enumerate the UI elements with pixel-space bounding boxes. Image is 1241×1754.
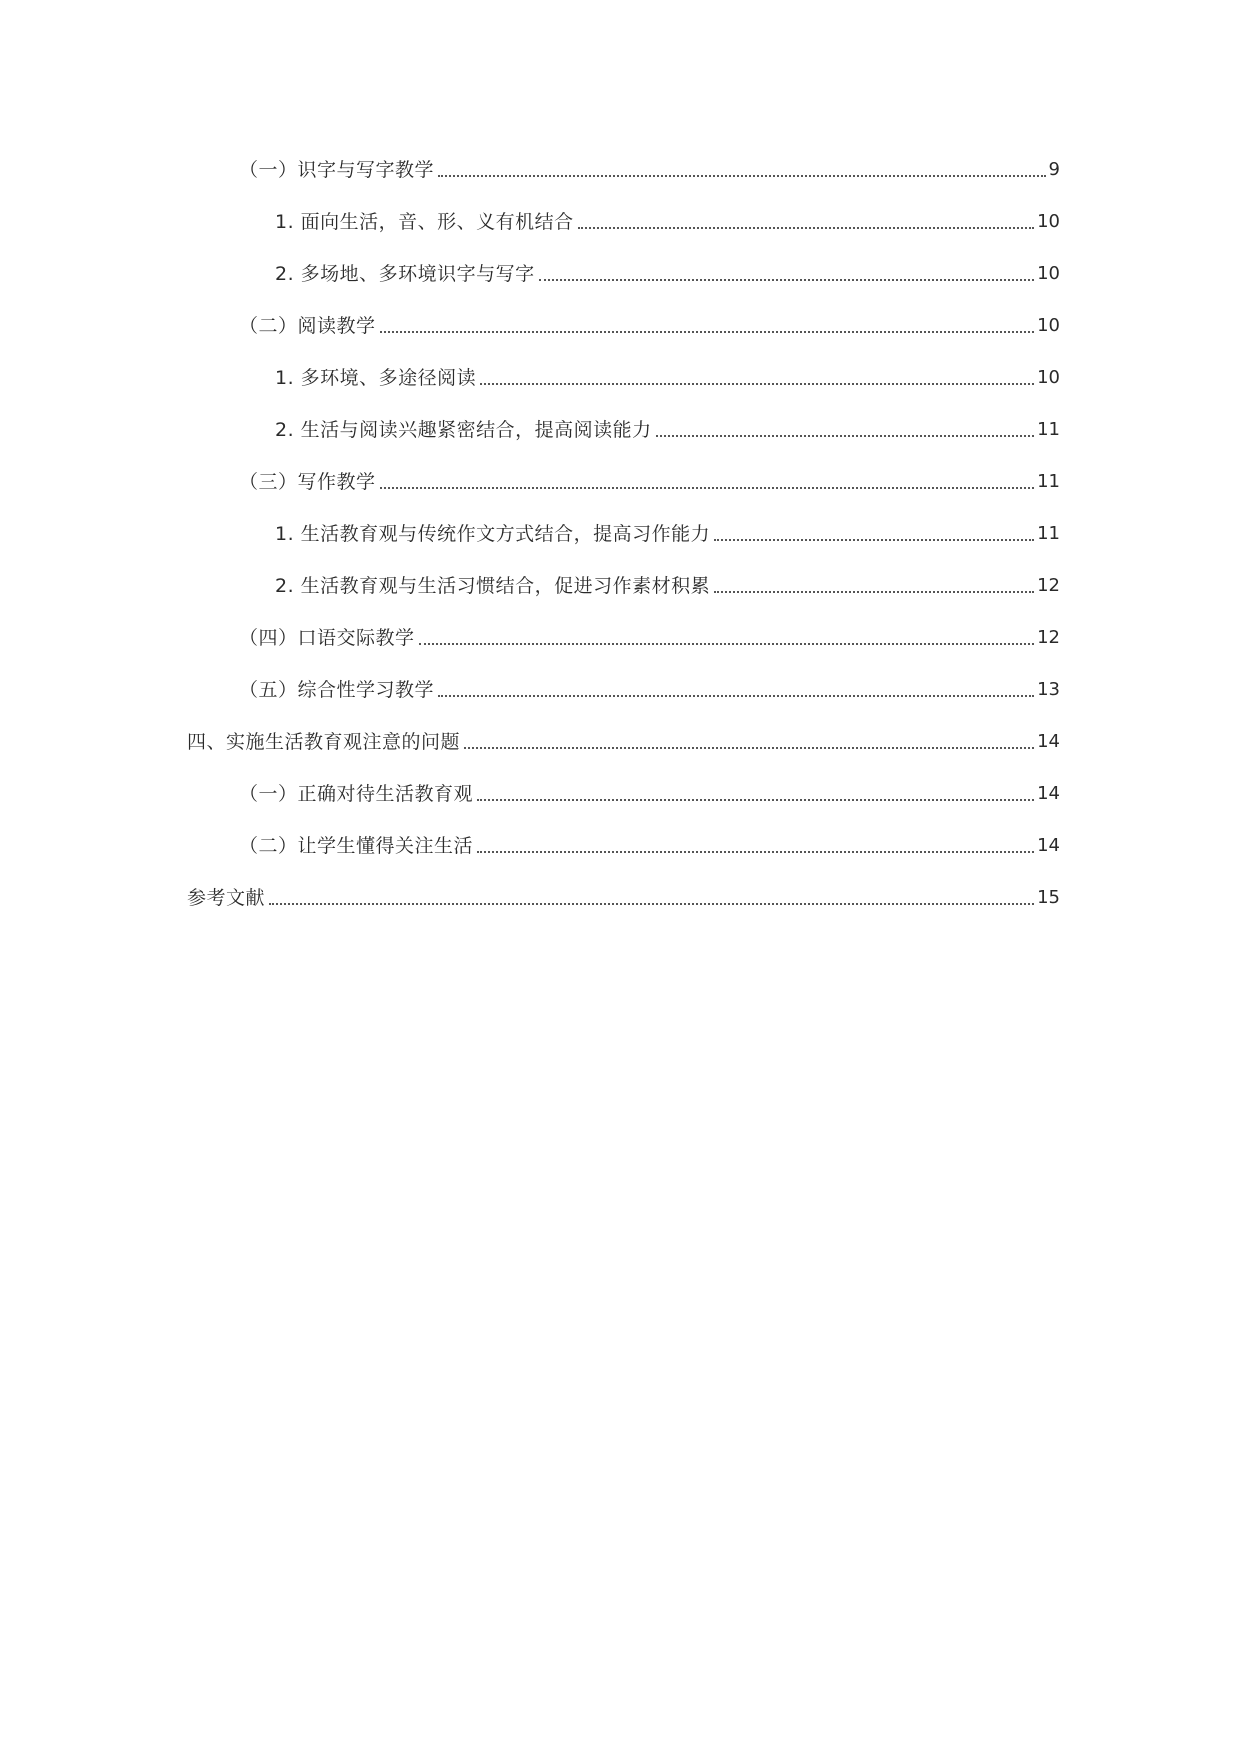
toc-page-number: 10 [1037,263,1060,284]
toc-link[interactable] [187,566,1060,598]
toc-entry-title: （三）写作教学 [239,471,376,493]
dot-leader [480,383,1034,385]
dot-leader [578,227,1034,229]
toc-entry-title: （二）让学生懂得关注生活 [239,835,474,857]
toc-entry [187,410,1060,462]
dot-leader [438,175,1046,177]
toc-entry [187,462,1060,514]
toc-page-number: 12 [1037,575,1060,596]
toc-link[interactable] [187,670,1060,702]
toc-link[interactable] [187,202,1060,234]
toc-entry-title: 1. 生活教育观与传统作文方式结合，提高习作能力 [275,523,711,545]
toc-entry-title: 2. 生活教育观与生活习惯结合，促进习作素材积累 [275,575,711,597]
toc-link[interactable] [187,774,1060,806]
toc-link[interactable] [187,306,1060,338]
toc-entry-title: （一）识字与写字教学 [239,159,435,181]
dot-leader [269,903,1034,905]
toc-page-number: 10 [1037,315,1060,336]
toc-page-number: 11 [1037,523,1060,544]
dot-leader [464,747,1034,749]
toc-page-number: 10 [1037,211,1060,232]
dot-leader [438,695,1034,697]
toc-page-number: 14 [1037,835,1060,856]
table-of-contents [187,150,1060,930]
toc-entry-title: （四）口语交际教学 [239,627,415,649]
toc-entry [187,774,1060,826]
toc-entry-title: 1. 多环境、多途径阅读 [275,367,477,389]
toc-page-number: 10 [1037,367,1060,388]
toc-entry [187,722,1060,774]
dot-leader [477,851,1034,853]
toc-page-number: 11 [1037,419,1060,440]
toc-link[interactable] [187,358,1060,390]
dot-leader [539,279,1034,281]
toc-entry-title: 参考文献 [187,887,266,909]
toc-entry [187,618,1060,670]
dot-leader [419,643,1035,645]
toc-page-number: 12 [1037,627,1060,648]
toc-link[interactable] [187,618,1060,650]
toc-entry [187,254,1060,306]
toc-entry-title: （一）正确对待生活教育观 [239,783,474,805]
toc-entry [187,202,1060,254]
dot-leader [714,539,1034,541]
toc-link[interactable] [187,254,1060,286]
toc-entry [187,358,1060,410]
toc-page-number: 11 [1037,471,1060,492]
toc-entry [187,826,1060,878]
toc-entry [187,878,1060,930]
toc-page-number: 15 [1037,887,1060,908]
toc-entry [187,306,1060,358]
toc-link[interactable] [187,826,1060,858]
toc-entry [187,670,1060,722]
toc-link[interactable] [187,878,1060,910]
dot-leader [477,799,1034,801]
toc-entry [187,150,1060,202]
dot-leader [656,435,1034,437]
toc-entry-title: （五）综合性学习教学 [239,679,435,701]
toc-page-number: 13 [1037,679,1060,700]
toc-link[interactable] [187,410,1060,442]
toc-link[interactable] [187,462,1060,494]
toc-entry [187,566,1060,618]
toc-link[interactable] [187,150,1060,182]
dot-leader [380,331,1035,333]
toc-entry-title: 2. 生活与阅读兴趣紧密结合，提高阅读能力 [275,419,652,441]
toc-link[interactable] [187,514,1060,546]
toc-link[interactable] [187,722,1060,754]
toc-entry-title: 1. 面向生活，音、形、义有机结合 [275,211,574,233]
toc-entry-title: （二）阅读教学 [239,315,376,337]
toc-entry-title: 四、实施生活教育观注意的问题 [187,731,461,753]
toc-page-number: 14 [1037,783,1060,804]
dot-leader [380,487,1035,489]
toc-entry [187,514,1060,566]
toc-entry-title: 2. 多场地、多环境识字与写字 [275,263,535,285]
toc-page-number: 9 [1048,159,1060,180]
toc-page-number: 14 [1037,731,1060,752]
dot-leader [714,591,1034,593]
